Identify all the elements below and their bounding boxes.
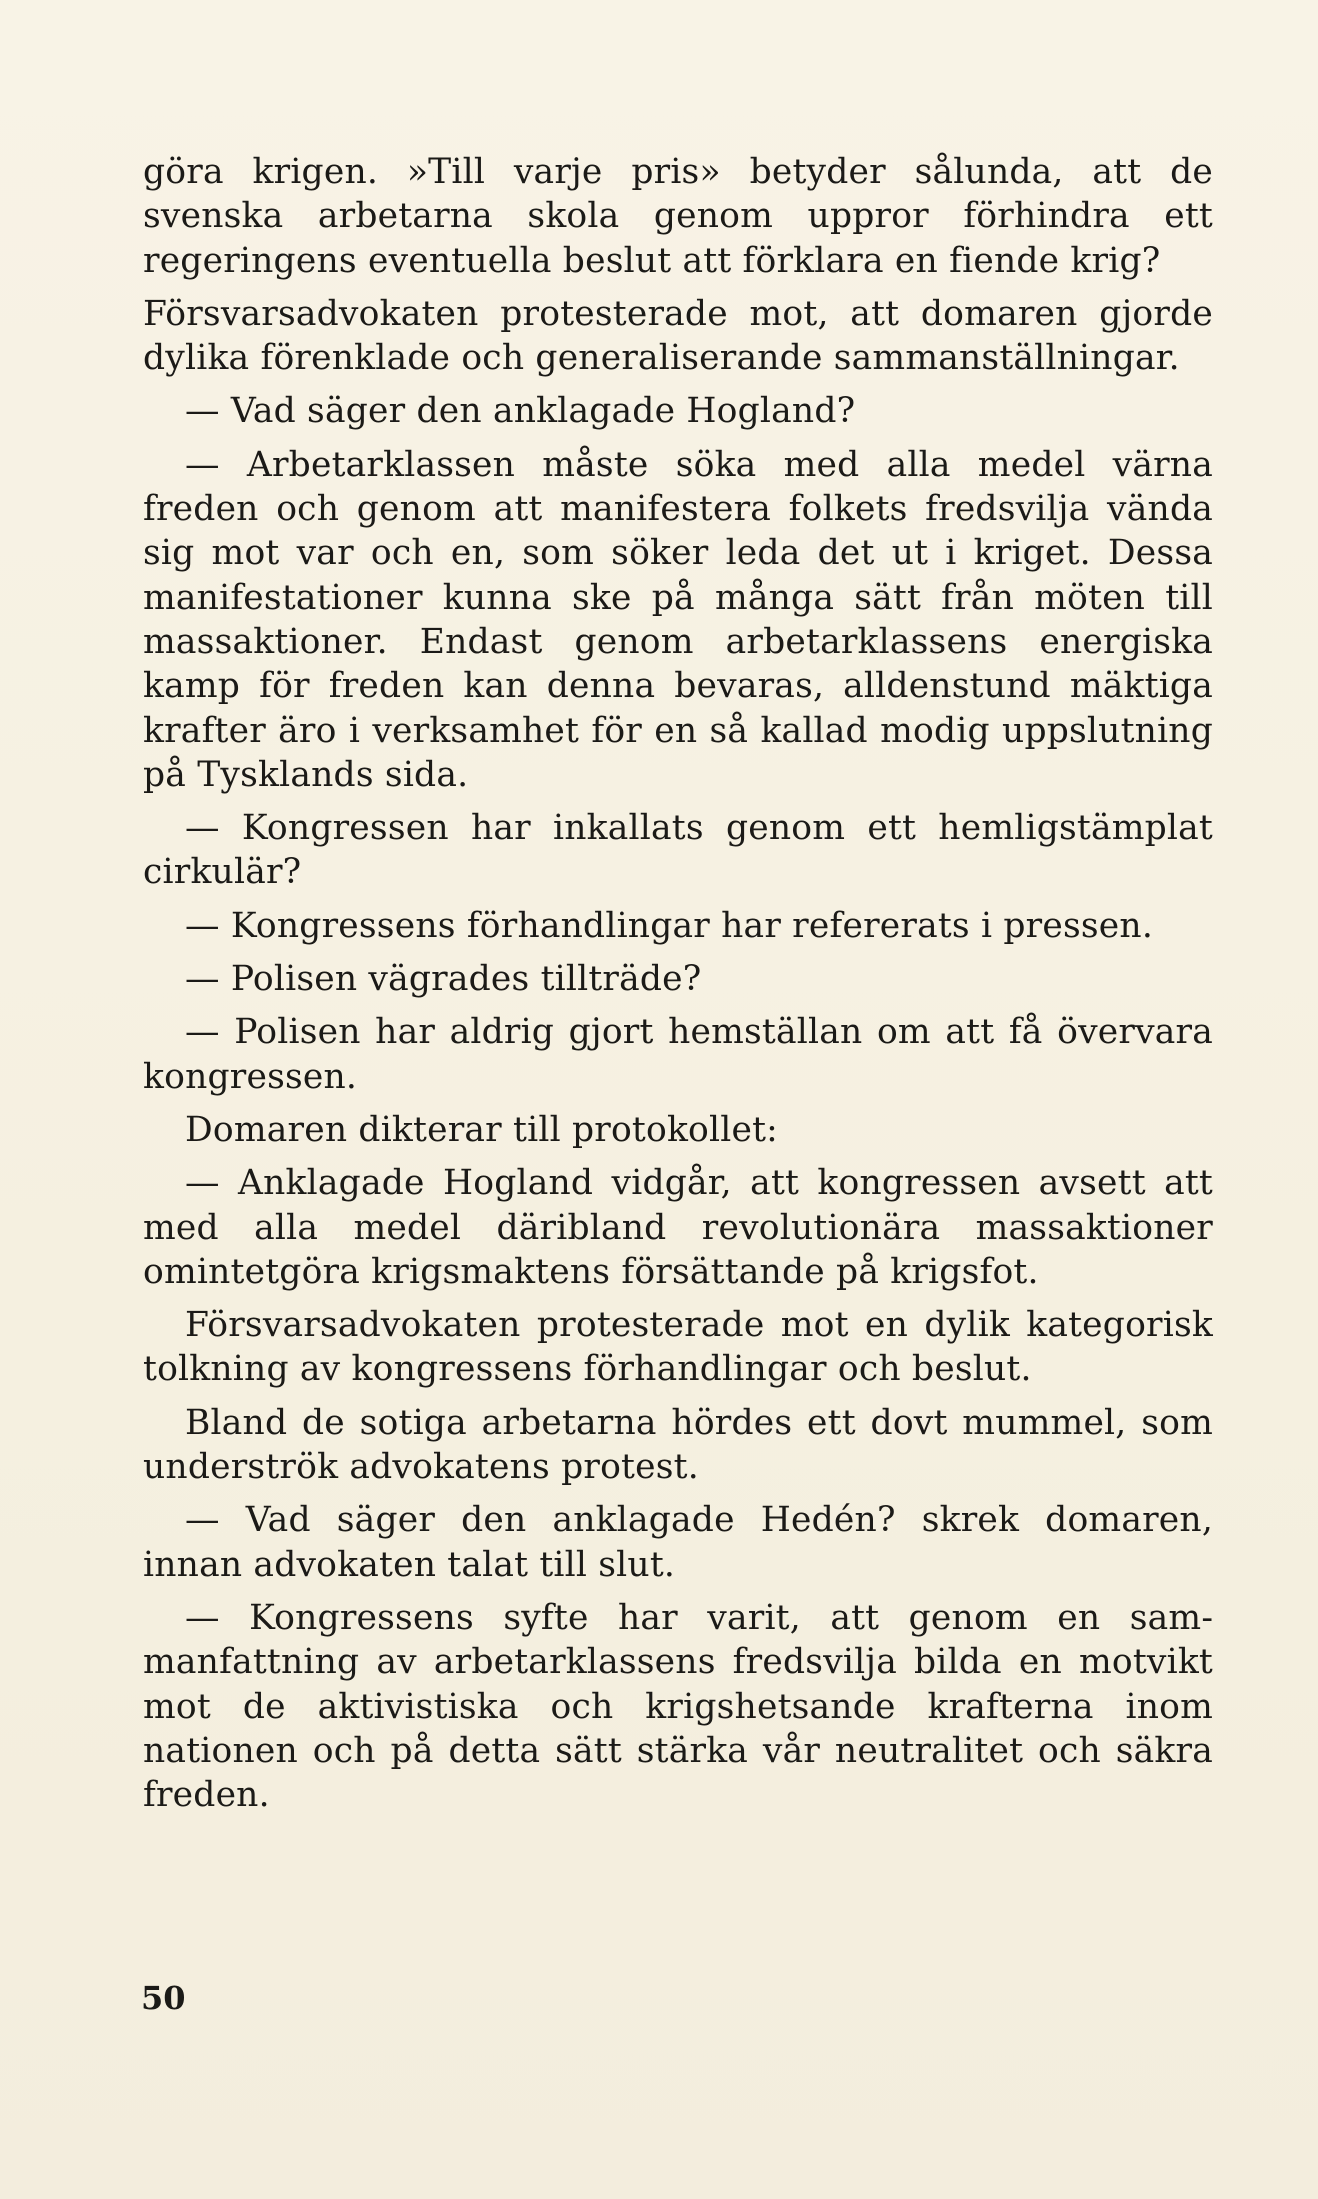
paragraph-4: — Arbetarklassen måste söka med alla medel värna freden och genom att manifestera folkets fredsvilja vända sig mot var och en, som söker leda det ut i kriget. Dessa manifestationer kunna ske på många sätt från möten till massaktioner. Endast genom arbetarklassens energiska kamp för freden kan denna bevaras, alldenstund mäktiga krafter äro i verksamhet för en så kallad modig uppslutning på Tysklands sida. (143, 444, 1213, 795)
paragraph-12: Bland de sotiga arbetarna hördes ett dovt mummel, som underströk advokatens protest. (143, 1402, 1213, 1488)
paragraph-8: — Polisen har aldrig gjort hemställan om att få övervara kongressen. (143, 1012, 1213, 1097)
paragraph-6: — Kongressens förhandlingar har refererats i pressen. (185, 905, 1153, 946)
paragraph-2: Försvarsadvokaten protesterade mot, att domaren gjorde dylika förenklade och generaliserande sammanställningar. (143, 293, 1213, 379)
paragraph-9: Domaren dikterar till protokollet: (185, 1109, 778, 1150)
paragraph-3: — Vad säger den anklagade Hogland? (185, 391, 856, 432)
paragraph-13: — Vad säger den anklagade Hedén? skrek domaren, innan advokaten talat till slut. (143, 1500, 1213, 1585)
body-text (143, 150, 1213, 1826)
paragraph-11: Försvarsadvokaten protesterade mot en dylik kategorisk tolkning av kongressens förhandlingar och beslut. (143, 1305, 1213, 1390)
paragraph-14: — Kongressens syfte har varit, att genom en sammanfattning av arbetarklassens fredsvilja bilda en motvikt mot de aktivistiska och krigshetsande krafterna inom nationen och på detta sätt stärka vår neutralitet och säkra freden. (143, 1597, 1213, 1816)
page-number: 50 (141, 1979, 186, 2017)
paragraph-5: — Kongressen har inkallats genom ett hemligstämplat cirkulär? (143, 808, 1213, 893)
paragraph-7: — Polisen vägrades tillträde? (185, 959, 702, 1000)
paragraph-1: göra krigen. »Till varje pris» betyder sålunda, att de svenska arbetarna skola genom uppror förhindra ett regeringens eventuella beslut att förklara en fiende krig? (143, 152, 1213, 281)
paragraph-10: — Anklagade Hogland vidgår, att kongressen avsett att med alla medel däribland revolutionära massaktioner omintetgöra krigsmaktens försättande på krigsfot. (143, 1163, 1213, 1292)
